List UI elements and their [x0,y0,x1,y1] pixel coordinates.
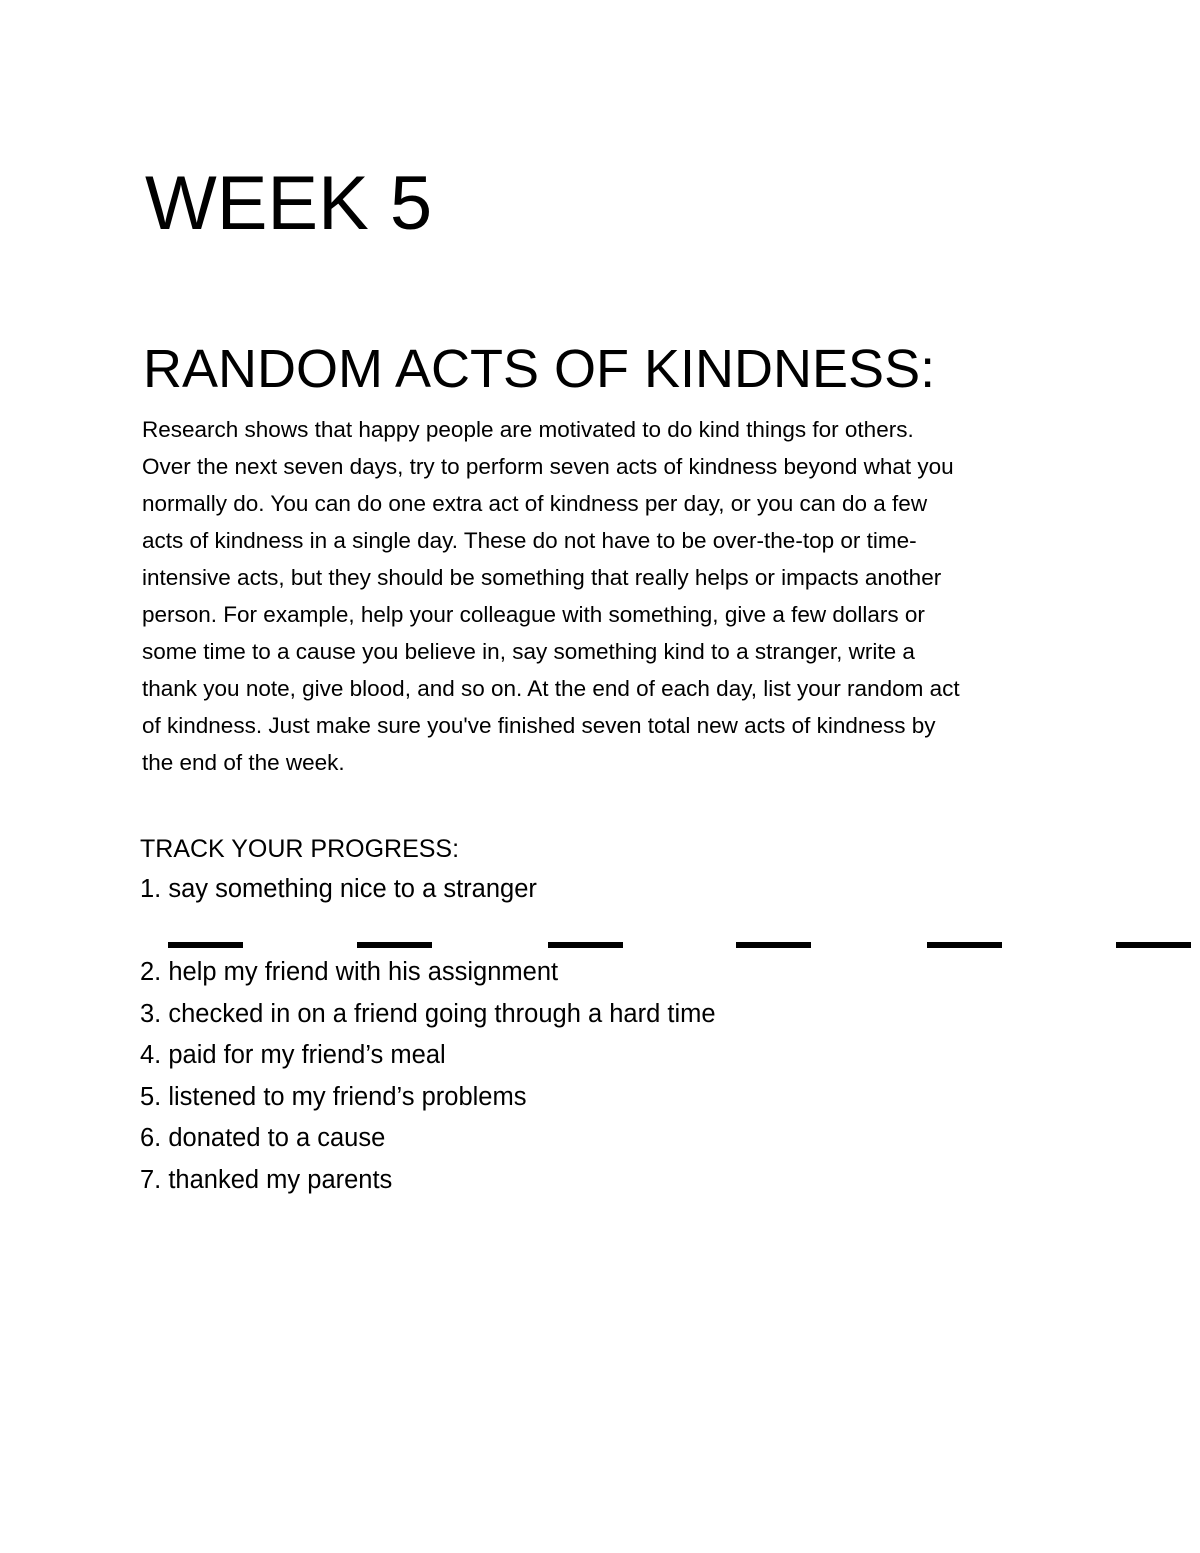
paragraph-line: acts of kindness in a single day. These do not have to be over-the-top or time- [142,528,917,553]
list-item: 4. paid for my friend’s meal [140,1041,446,1069]
instructions-paragraph [142,411,1142,781]
paragraph-line: Over the next seven days, try to perform seven acts of kindness beyond what you [142,454,954,479]
blank-line-divider [736,942,811,948]
paragraph-line: normally do. You can do one extra act of kindness per day, or you can do a few [142,491,928,516]
section-title: RANDOM ACTS OF KINDNESS: [143,339,936,399]
list-item: 2. help my friend with his assignment [140,958,559,986]
paragraph-line: the end of the week. [142,750,345,775]
paragraph-line: thank you note, give blood, and so on. At the end of each day, list your random act [142,676,960,701]
paragraph-line: person. For example, help your colleague with something, give a few dollars or [142,602,925,627]
progress-list-rest [140,952,1140,1201]
blank-line-divider [357,942,432,948]
track-progress-heading: TRACK YOUR PROGRESS: [140,835,460,863]
list-item: 3. checked in on a friend going through a hard time [140,999,716,1028]
paragraph-line: some time to a cause you believe in, say something kind to a stranger, write a [142,639,915,664]
list-item: 1. say something nice to a stranger [140,875,537,903]
paragraph-line: of kindness. Just make sure you've finished seven total new acts of kindness by [142,713,936,738]
blank-line-divider [168,942,243,948]
list-item: 7. thanked my parents [140,1165,393,1194]
list-item: 6. donated to a cause [140,1124,386,1152]
paragraph-line: intensive acts, but they should be something that really helps or impacts another [142,565,942,590]
blank-line-divider [1116,942,1191,948]
progress-list-first [140,869,1140,911]
list-item: 5. listened to my friend’s problems [140,1082,527,1111]
paragraph-line: Research shows that happy people are motivated to do kind things for others. [142,417,914,442]
week-title: WEEK 5 [145,161,433,246]
blank-line-divider [548,942,623,948]
blank-line-divider [927,942,1002,948]
